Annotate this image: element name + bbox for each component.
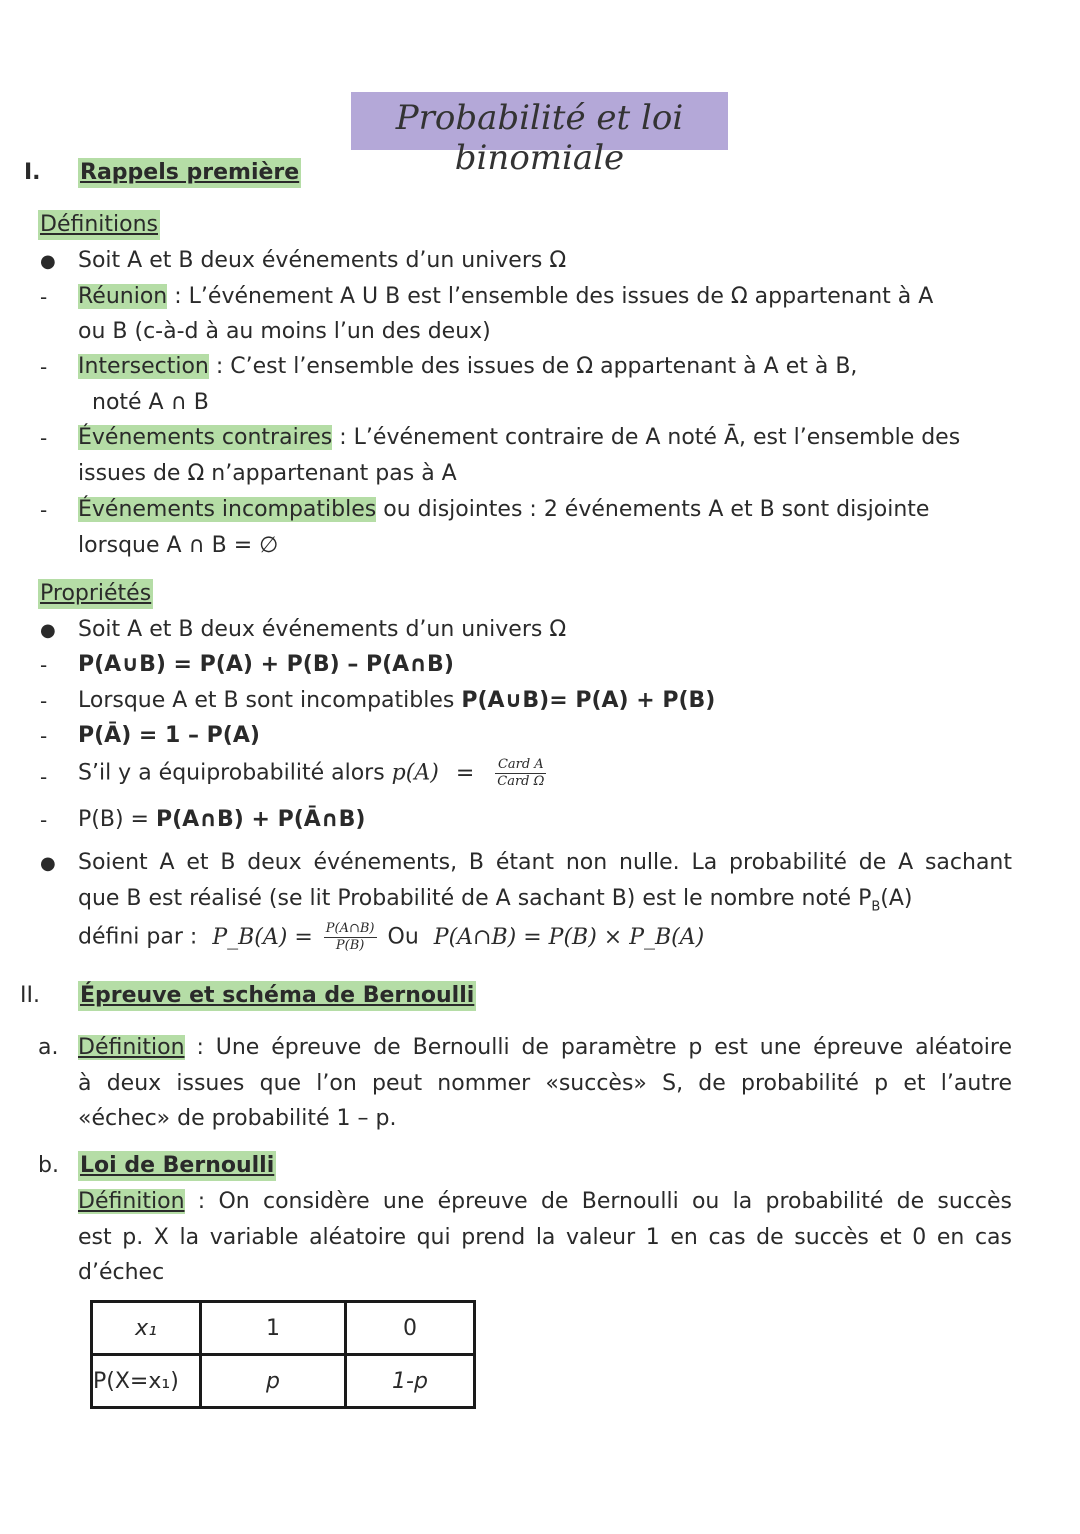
dash-marker: -	[40, 765, 48, 789]
title-banner	[351, 92, 728, 178]
cond-ou: Ou	[387, 924, 419, 950]
table-row	[92, 1302, 475, 1355]
item-a-marker: a.	[38, 1035, 59, 1060]
card-fraction	[495, 758, 546, 789]
item-b-line1	[78, 1187, 1012, 1217]
item-a-line3: «échec» de probabilité 1 – p.	[78, 1106, 397, 1131]
section2-heading: Épreuve et schéma de Bernoulli	[78, 981, 476, 1011]
section2-number: II.	[20, 983, 40, 1008]
cond-def-label: défini par :	[78, 924, 198, 950]
prop-equiprobability	[78, 758, 550, 789]
reunion-line1	[78, 282, 1012, 312]
incompatibles-text: ou disjointes : 2 événements A et B sont disjointe	[383, 497, 930, 522]
reunion-text: : L’événement A U B est l’ensemble des issues de Ω appartenant à A	[174, 284, 934, 309]
table-cell: P(X=x₁)	[92, 1355, 201, 1408]
dash-marker: -	[40, 355, 48, 379]
contraires-text: : L’événement contraire de A noté Ā, est l’ensemble des	[339, 425, 961, 450]
table-cell: x₁	[92, 1302, 201, 1355]
prop-equi-eq: =	[455, 760, 475, 786]
dash-marker: -	[40, 808, 48, 832]
contraires-line1	[78, 423, 960, 453]
cond-line2	[78, 884, 913, 922]
table-row	[92, 1355, 475, 1408]
item-a-line1	[78, 1033, 1012, 1063]
bullet-marker: ●	[40, 853, 56, 874]
prop-total-prob	[78, 805, 366, 835]
reunion-term: Réunion	[78, 284, 168, 309]
prop-bullet-text: Soit A et B deux événements d’un univers Ω	[78, 617, 567, 642]
cond-denominator: P(B)	[335, 938, 365, 953]
item-b-heading: Loi de Bernoulli	[78, 1151, 276, 1181]
bullet-marker: ●	[40, 251, 56, 272]
item-b-line2: est p. X la variable aléatoire qui prend la valeur 1 en cas de succès et 0 en cas	[78, 1225, 1012, 1250]
dash-marker: -	[40, 689, 48, 713]
item-b-text: : On considère une épreuve de Bernoulli ou la probabilité de succès	[197, 1189, 1012, 1214]
intersection-line1	[78, 352, 857, 382]
card-numerator: Card A	[495, 758, 546, 774]
card-denominator: Card Ω	[497, 774, 545, 789]
prop-total-rhs: P(A∩B) + P(Ā∩B)	[155, 807, 366, 832]
prop-complement-formula: P(Ā) = 1 – P(A)	[78, 723, 260, 748]
dash-marker: -	[40, 724, 48, 748]
section1-number: I.	[24, 160, 41, 185]
prop-incompatible-text: Lorsque A et B sont incompatibles	[78, 688, 455, 713]
prop-incompatible	[78, 686, 715, 716]
item-a-text: : Une épreuve de Bernoulli de paramètre p est une épreuve aléatoire	[196, 1035, 1013, 1060]
intersection-line2: noté A ∩ B	[92, 390, 209, 415]
prop-total-lhs: P(B) =	[78, 807, 149, 832]
cond-formula2: P(A∩B) = P(B) × P_B(A)	[433, 924, 705, 950]
contraires-term: Événements contraires	[78, 425, 333, 450]
table-cell: p	[201, 1355, 346, 1408]
dash-marker: -	[40, 653, 48, 677]
cond-numerator: P(A∩B)	[325, 921, 375, 936]
dash-marker: -	[40, 426, 48, 450]
bernoulli-table	[90, 1300, 476, 1409]
item-a-term: Définition	[78, 1035, 185, 1060]
definitions-label: Définitions	[38, 210, 160, 240]
incompatibles-line1	[78, 495, 929, 525]
bullet-marker: ●	[40, 620, 56, 641]
table-cell: 1	[201, 1302, 346, 1355]
cond-fraction	[324, 922, 377, 953]
table-cell: 1-p	[346, 1355, 475, 1408]
item-b-line3: d’échec	[78, 1260, 165, 1285]
cond-line2-text: que B est réalisé (se lit Probabilité de A sachant B) est le nombre noté P	[78, 886, 872, 911]
item-a-line2: à deux issues que l’on peut nommer «succès» S, de probabilité p et l’autre	[78, 1071, 1012, 1096]
table-cell: 0	[346, 1302, 475, 1355]
def-bullet-text: Soit A et B deux événements d’un univers Ω	[78, 248, 567, 273]
cond-formula-lhs: P_B(A) =	[212, 924, 313, 950]
properties-label: Propriétés	[38, 579, 153, 609]
page-title: Probabilité et loi binomiale	[395, 98, 684, 178]
incompatibles-line2: lorsque A ∩ B = ∅	[78, 533, 279, 558]
prop-incompatible-formula: P(A∪B)= P(A) + P(B)	[461, 688, 716, 713]
contraires-line2: issues de Ω n’appartenant pas à A	[78, 461, 457, 486]
dash-marker: -	[40, 285, 48, 309]
section1-heading: Rappels première	[78, 158, 301, 188]
intersection-text: : C’est l’ensemble des issues de Ω appartenant à A et à B,	[215, 354, 858, 379]
prop-equi-text: S’il y a équiprobabilité alors	[78, 760, 385, 786]
cond-line2-sub: B	[871, 899, 881, 915]
intersection-term: Intersection	[78, 354, 209, 379]
incompatibles-term: Événements incompatibles	[78, 497, 377, 522]
reunion-line2: ou B (c-à-d à au moins l’un des deux)	[78, 319, 491, 344]
prop-equi-pa: p(A)	[391, 760, 439, 786]
cond-line2-end: (A)	[880, 886, 913, 911]
dash-marker: -	[40, 498, 48, 522]
prop-union-formula: P(A∪B) = P(A) + P(B) – P(A∩B)	[78, 652, 454, 677]
item-b-term: Définition	[78, 1189, 185, 1214]
cond-line1: Soient A et B deux événements, B étant non nulle. La probabilité de A sachant	[78, 850, 1012, 875]
item-b-marker: b.	[38, 1153, 59, 1178]
cond-definition	[78, 922, 704, 953]
